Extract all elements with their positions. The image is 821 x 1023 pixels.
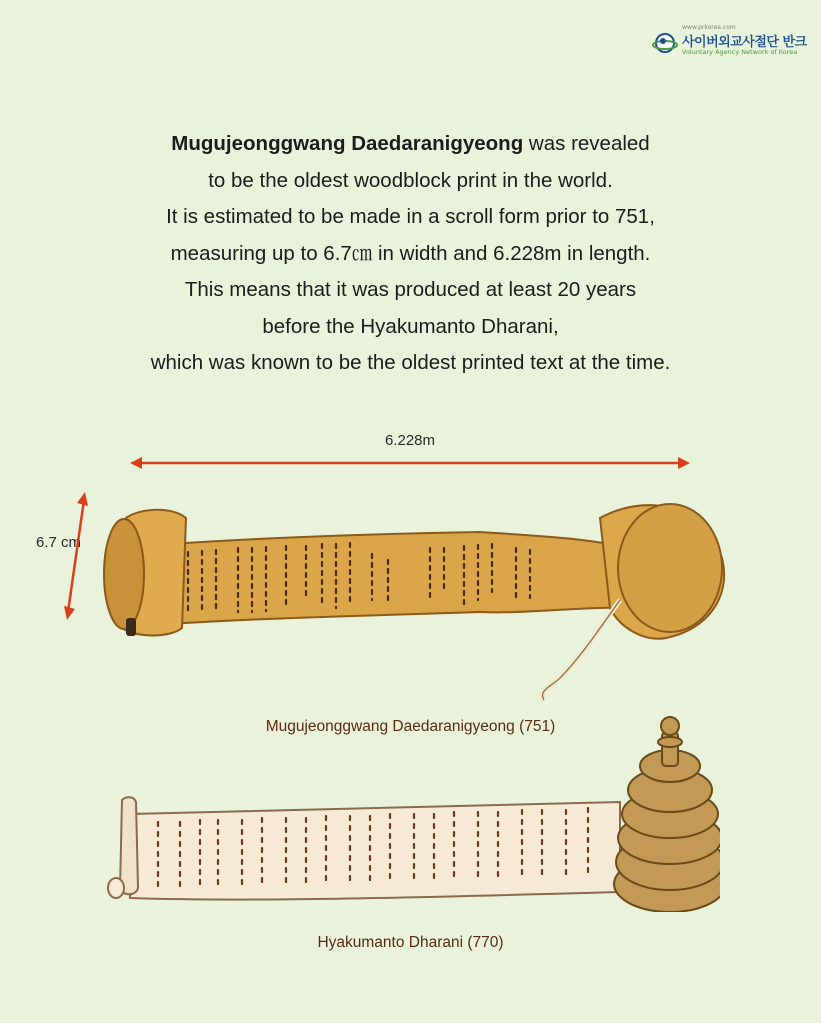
width-label: 6.7 cm xyxy=(36,534,82,551)
globe-icon xyxy=(652,30,678,56)
logo-korean-name: 사이버외교사절단 반크 xyxy=(682,35,807,50)
scroll1-caption: Mugujeonggwang Daedaranigyeong (751) xyxy=(265,718,556,735)
pagoda-illustration xyxy=(614,717,720,912)
scroll2-caption: Hyakumanto Dharani (770) xyxy=(317,934,504,951)
scroll1-paper xyxy=(170,532,640,624)
mugujeonggwang-scroll-illustration xyxy=(60,488,740,708)
intro-line-7: which was known to be the oldest printed text at the time. xyxy=(150,351,671,374)
artifact-name: Mugujeonggwang Daedaranigyeong xyxy=(171,132,524,155)
intro-paragraph xyxy=(40,126,781,382)
hyakumanto-scroll-illustration xyxy=(100,712,720,912)
intro-line-1 xyxy=(40,126,781,163)
intro-line-5: This means that it was produced at least 20 years xyxy=(184,278,637,301)
organization-logo xyxy=(652,24,807,60)
logo-english-name: Voluntary Agency Network of Korea xyxy=(682,48,798,56)
intro-line-4: measuring up to 6.7㎝ in width and 6.228m in length. xyxy=(170,241,651,265)
length-dimension xyxy=(130,432,690,476)
intro-line-2: to be the oldest woodblock print in the world. xyxy=(208,168,613,192)
scroll1-string xyxy=(543,600,620,700)
logo-url: www.prkorea.com xyxy=(682,24,736,31)
length-arrow-icon xyxy=(130,452,690,476)
intro-line-1-rest: was revealed xyxy=(523,132,650,155)
scroll2-paper xyxy=(130,802,620,900)
scroll2-left-roller xyxy=(120,797,138,894)
intro-line-6: before the Hyakumanto Dharani, xyxy=(262,314,559,338)
intro-line-3: It is estimated to be made in a scroll form prior to 751, xyxy=(166,205,655,228)
length-label: 6.228m xyxy=(384,432,436,449)
